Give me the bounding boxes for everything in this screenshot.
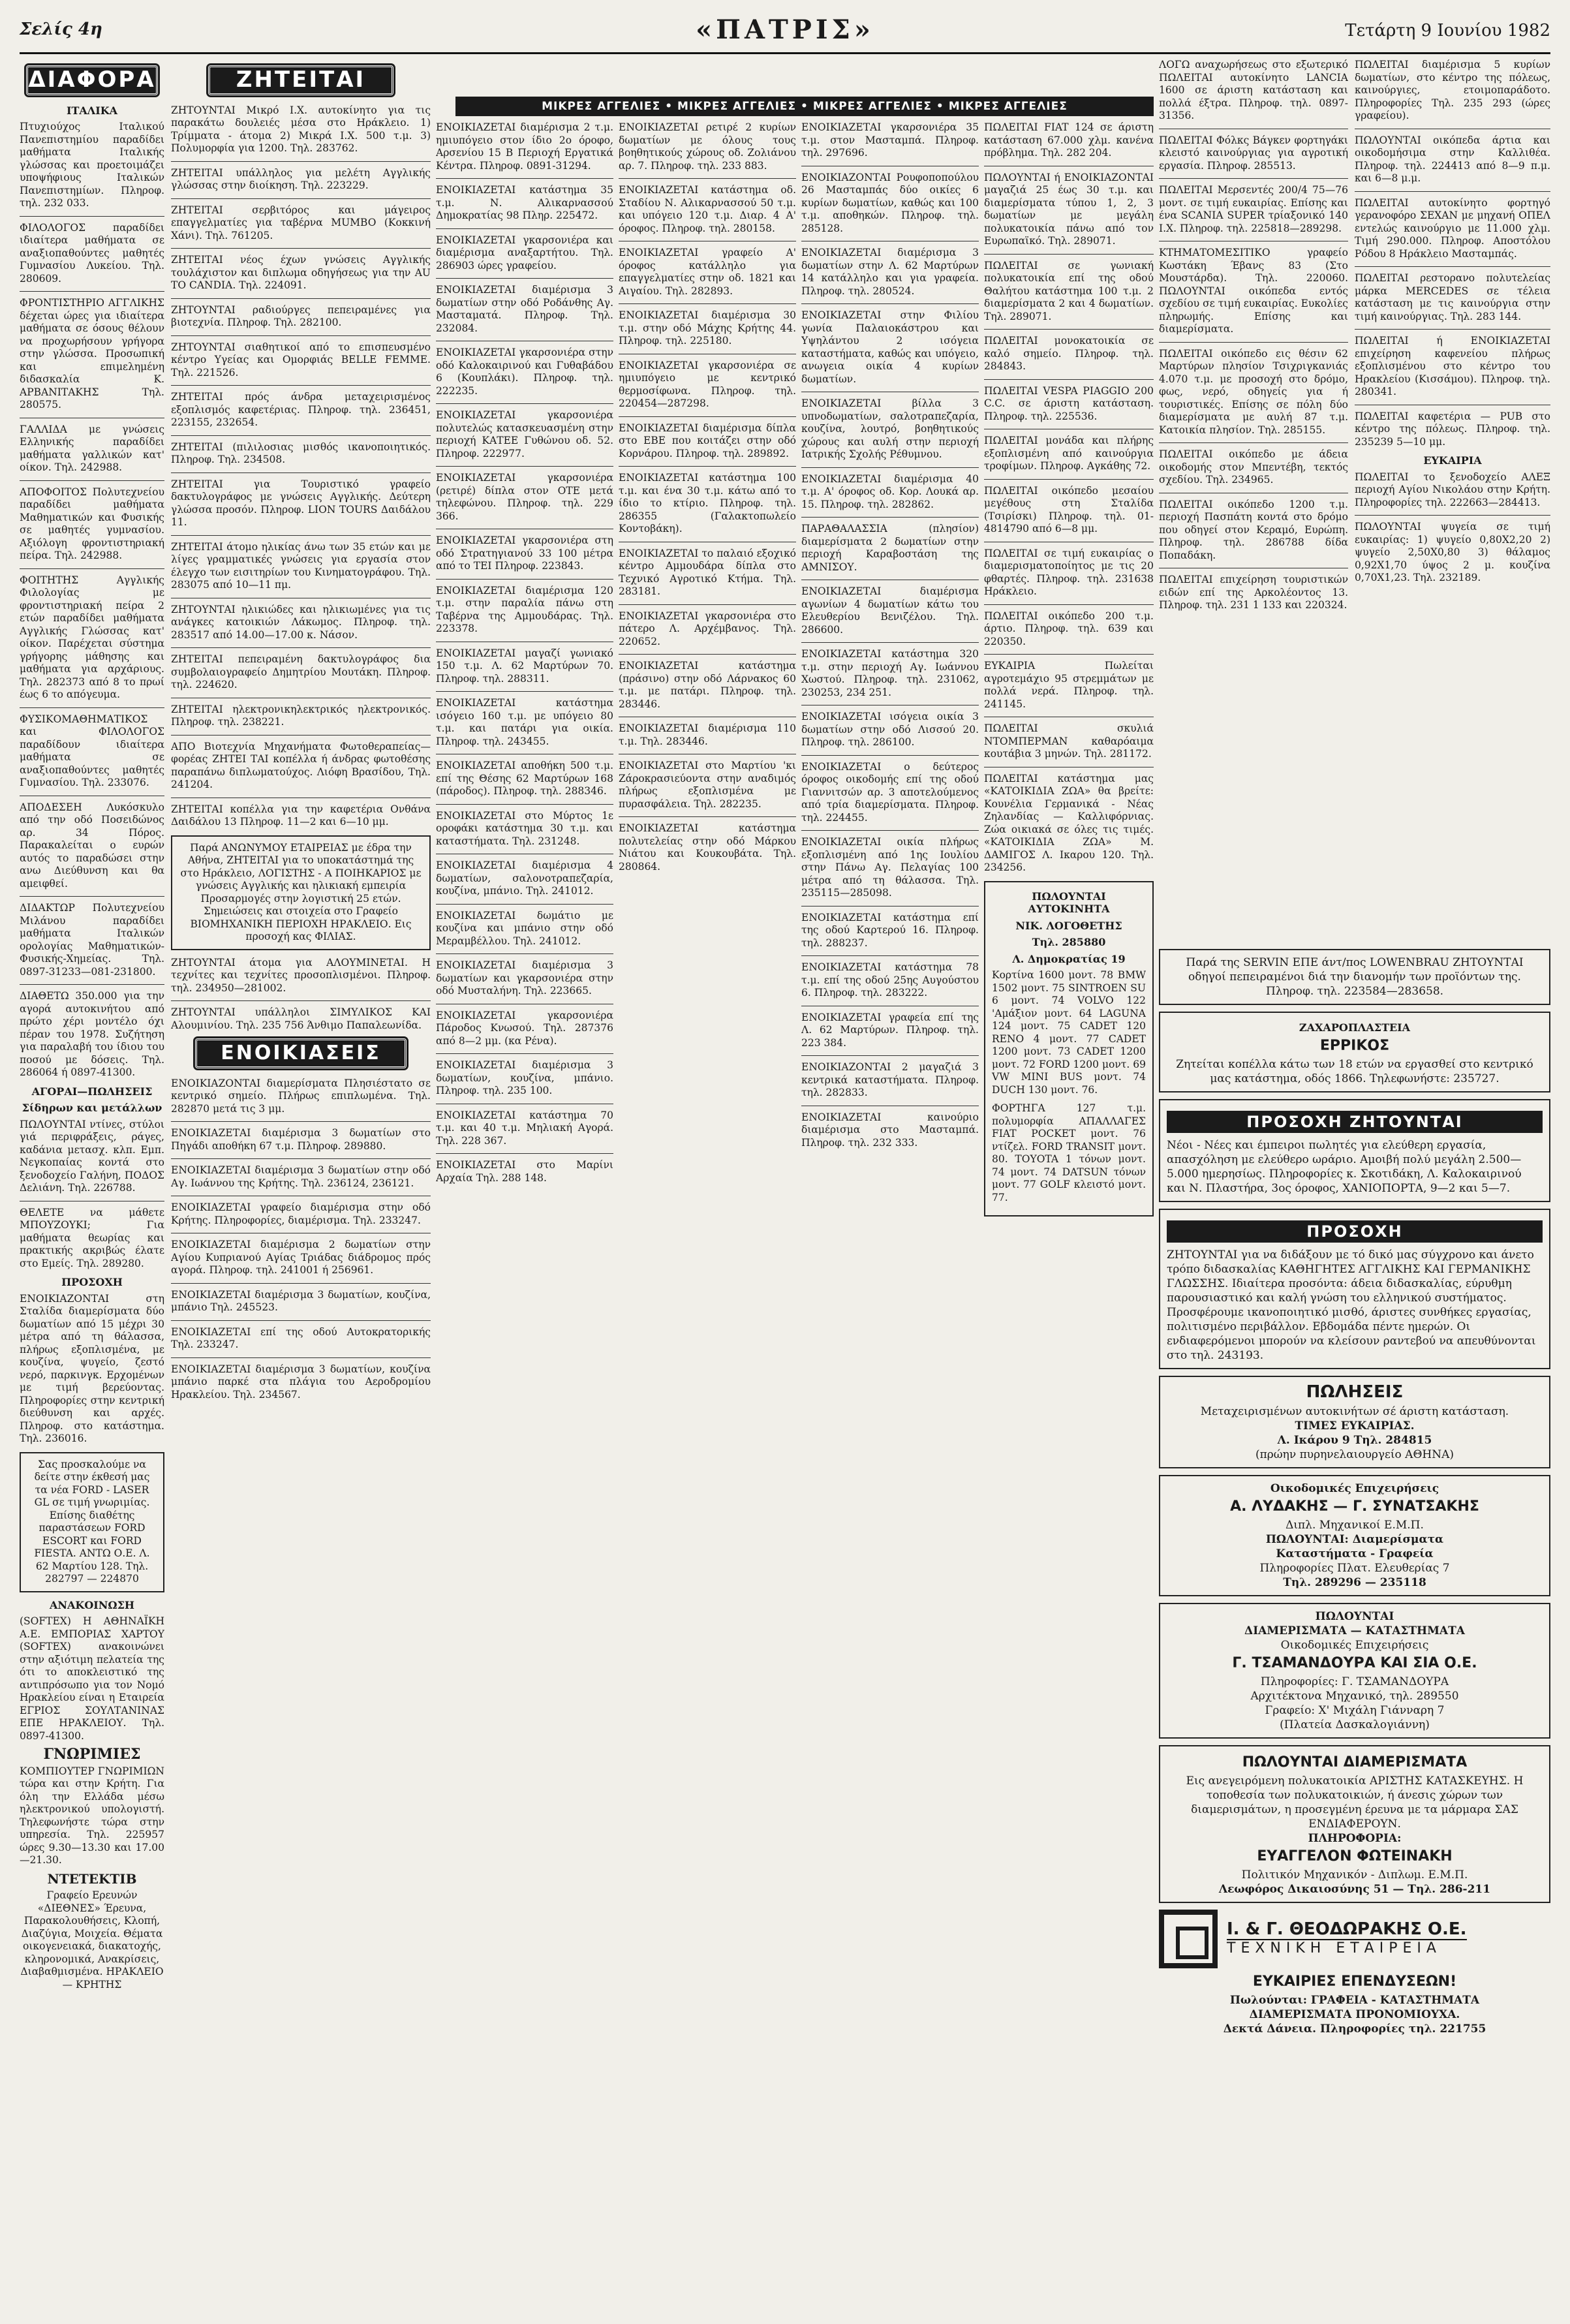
prosoxi-zitountai-heading: ΠΡΟΣΟΧΗ ΖΗΤΟΥΝΤΑΙ: [1167, 1111, 1543, 1133]
classified-ad: ΑΠΟ Βιοτεχνία Μηχανήματα Φωτοθεραπείας—φορέας ΖΗΤΕΙ ΤΑΙ κοπέλλα ή άνδρας φωτοθέσης παραπάνω διπλωματούχος. Λιόφη Βρασίδου, Τηλ. 241204.: [171, 740, 431, 790]
classified-ad: ΕΝΟΙΚΙΑΖΕΤΑΙ ρετιρέ 2 κυρίων δωματίων με όλους τους βοηθητικούς χώρους οδ. Ζολιάνου αρ. 7. Πληροφ. τηλ. 233 883.: [619, 121, 796, 172]
tsamandoura-subheading-2: Οικοδομικές Επιχειρήσεις: [1280, 1639, 1429, 1652]
prosoxi-zitountai-ad: [1159, 1099, 1550, 1202]
ford-ad-text: Σας προσκαλούμε να δείτε στην έκθεσή μας τα νέα FORD - LASER GL σε τιμή γνωριμίας. Επίσης διαθέτης παραστάσεων FORD ESCORT και FORD FIESTA. ΑΝΤΩ Ο.Ε. Λ. 62 Μαρτίου 128. Τηλ. 282797 — 224870: [34, 1458, 150, 1585]
foteinaki-ad: [1159, 1745, 1550, 1903]
classified-ad: ΘΕΛΕΤΕ να μάθετε ΜΠΟΥΖΟΥΚΙ; Για μαθήματα θεωρίας και πρακτικής ακριβώς έλατε στο Εμείς. Τηλ. 289280.: [20, 1206, 164, 1269]
classified-ad: ΕΝΟΙΚΙΑΖΟΝΤΑΙ διαμερίσματα Πλησιέστατο σε κεντρικό σημείο. Πλήρως επιπλωμένα. Τηλ. 282870 μετά τις 3 μμ.: [171, 1077, 431, 1115]
mikres-aggelies-banner: ΜΙΚΡΕΣ ΑΓΓΕΛΙΕΣ • ΜΙΚΡΕΣ ΑΓΓΕΛΙΕΣ • ΜΙΚΡΕΣ ΑΓΓΕΛΙΕΣ • ΜΙΚΡΕΣ ΑΓΓΕΛΙΕΣ: [455, 97, 1154, 116]
tsamandoura-name: Γ. ΤΣΑΜΑΝΔΟΥΡΑ ΚΑΙ ΣΙΑ Ο.Ε.: [1232, 1655, 1477, 1671]
classified-ad: ΕΝΟΙΚΙΑΖΕΤΑΙ διαμέρισμα 3 δωματίων, κουζίνα, μπάνιο Τηλ. 245523.: [171, 1288, 431, 1313]
classified-ad: ΠΩΛΕΙΤΑΙ σε γωνιακή πολυκατοικία επί της οδού Θαλήτου κατάστημα 100 τ.μ. 2 διαμερίσματα 2 και 4 δωματίων. Τηλ. 289071.: [984, 259, 1154, 322]
classified-ad: ΠΩΛΕΙΤΑΙ Μερσεντές 200/4 75—76 μοντ. σε τιμή ευκαιρίας. Επίσης και ένα SCANIA SUPER τρίαξονικό 140 Ι.Χ. Πληροφ. τηλ. 225818—289298.: [1159, 184, 1348, 234]
classified-ad: ΕΝΟΙΚΙΑΖΕΤΑΙ γκαρσονιέρα στην οδό Καλοκαιρινού και Γυθαβάδου 6 (Κουπλάκι). Πληροφ. τηλ. 222235.: [436, 347, 613, 397]
classified-ad: ΕΝΟΙΚΙΑΖΕΤΑΙ διαμέρισμα 3 δωματίων, κουζίνα, μπάνιο. Πληροφ. τηλ. 235 100.: [436, 1059, 613, 1096]
classified-ad: ΕΝΟΙΚΙΑΖΕΤΑΙ διαμέρισμα 3 δωματίων στην οδό Ροδάνθης Αγ. Μασταματά. Πληροφ. Τηλ. 232084.: [436, 284, 613, 334]
classified-ad: ΕΝΟΙΚΙΑΖΕΤΑΙ μαγαζί γωνιακό 150 τ.μ. Λ. 62 Μαρτύρων 70. Πληροφ. τηλ. 288311.: [436, 647, 613, 685]
newspaper-title: «ΠΑΤΡΙΣ»: [696, 14, 874, 45]
page-number: Σελίς 4η: [20, 20, 102, 39]
issue-date: Τετάρτη 9 Ιουνίου 1982: [1345, 21, 1550, 40]
car-dealer-address: Λ. Δημοκρατίας 19: [1012, 952, 1126, 965]
classified-ad: ΖΗΤΟΥΝΤΑΙ Μικρό Ι.Χ. αυτοκίνητο για τις παρακάτω δουλειές μέσα στο Ηράκλειο. 1) Τρίμματα - άτομα 2) Μικρά Ι.Χ. 500 τ.μ. 3) Πολυμορφία για 1200. Τηλ. 283762.: [171, 104, 431, 154]
car-dealer-name: ΝΙΚ. ΛΟΓΟΘΕΤΗΣ: [1015, 919, 1122, 932]
classified-ad: ΠΩΛΕΙΤΑΙ Φόλκς Βάγκεν φορτηγάκι κλειστό καινούργιας για αγροτική εργασία. Πληροφ. 285513.: [1159, 134, 1348, 172]
classified-ad: ΕΝΟΙΚΙΑΖΕΤΑΙ διαμέρισμα 40 τ.μ. Α' όροφος οδ. Κορ. Λουκά αρ. 15. Πληροφ. τηλ. 282862.: [801, 473, 979, 510]
classified-ad: ΖΗΤΕΙΤΑΙ νέος έχων γνώσεις Αγγλικής τουλάχιστον και διπλωμα οδηγήσεως για την AU ΤΟ CANDIA. Τηλ. 224091.: [171, 254, 431, 291]
car-dealer-box: [984, 881, 1154, 1217]
classified-ad: ΕΝΟΙΚΙΑΖΕΤΑΙ διαμέρισμα 110 τ.μ. Τηλ. 283446.: [619, 722, 796, 747]
classified-ad: ΔΙΑΘΕΤΩ 350.000 για την αγορά αυτοκινήτου από πρώτο χέρι μοντέλο όχι πέραν του 1978. Συζήτηση για παραλαβή του ίδιου του ποσού με δόσεις. Τηλ. 286064 ή 0897-41300.: [20, 990, 164, 1078]
tsamandoura-ad: [1159, 1603, 1550, 1739]
anonymous-company-ad-box: [171, 835, 431, 950]
classified-ad: ΕΝΟΙΚΙΑΖΕΤΑΙ στο Μαρίνι Αρχαία Τηλ. 288 148.: [436, 1159, 613, 1184]
classified-ad: ΕΝΟΙΚΙΑΖΕΤΑΙ κατάστημα ισόγειο 160 τ.μ. με υπόγειο 80 τ.μ. και πατάρι για οικία. Πληροφ. τηλ. 243455.: [436, 697, 613, 747]
classified-ad: ΕΝΟΙΚΙΑΖΕΤΑΙ διαμέρισμα 30 τ.μ. στην οδό Μάχης Κρήτης 44. Πληροφ. τηλ. 225180.: [619, 309, 796, 347]
classified-ad: ΕΝΟΙΚΙΑΖΕΤΑΙ αποθήκη 500 τ.μ. επί της Θέσης 62 Μαρτύρων 168 (πάροδος). Πληροφ. τηλ. 288346.: [436, 760, 613, 797]
theodorakis-line-1: ΕΥΚΑΙΡΙΕΣ ΕΠΕΝΔΥΣΕΩΝ!: [1252, 1974, 1457, 1990]
classified-ad: ΕΝΟΙΚΙΑΖΕΤΑΙ κατάστημα οδ. Σταδίου Ν. Αλικαρνασσού 50 τ.μ. και υπόγειο 120 τ.μ. Διαρ. 4 Α' όροφος. Πληροφ. τηλ. 280158.: [619, 184, 796, 234]
classified-ad: ΔΙΔΑΚΤΩΡ Πολυτεχνείου Μιλάνου παραδίδει μαθήματα Ιταλικών ορολογίας Μαθηματικών-Φυσικής-Χημείας. Τηλ. 0897-31233—081-231800.: [20, 902, 164, 978]
classified-ad: ΕΝΟΙΚΙΑΖΕΤΑΙ γραφείο Α' όροφος κατάλληλο για επαγγελματίες στην οδ. 1821 και Αιγαίου. Τηλ. 282893.: [619, 247, 796, 297]
classified-ad: ΕΝΟΙΚΙΑΖΕΤΑΙ γκαρσονιέρα (ρετιρέ) δίπλα στον ΟΤΕ μετά τηλεφώνου. Πληροφ. τηλ. 229 366.: [436, 472, 613, 522]
classified-ad: ΠΩΛΕΙΤΑΙ ή ΕΝΟΙΚΙΑΖΕΤΑΙ επιχείρηση καφενείου πλήρως εξοπλισμένου στο κέντρο του Ηρακλείου (Κισσάμου). Πληροφ. τηλ. 280341.: [1355, 335, 1550, 397]
lydakis-info: Πληροφορίες Πλατ. Ελευθερίας 7: [1259, 1562, 1450, 1575]
classified-ad: ΠΩΛΟΥΝΤΑΙ ψυγεία σε τιμή ευκαιρίας: 1) ψυγείο 0,80Χ2,20 2) ψυγείο 2,50Χ0,80 3) θάλαμος 0,92Χ1,70 ύψος 2 μ. κουζίνα 0,70Χ1,23. Τηλ. 232189.: [1355, 521, 1550, 583]
column-7a: [1159, 59, 1348, 940]
classified-ad: ΕΝΟΙΚΙΑΖΕΤΑΙ γκαρσονιέρα Πάροδος Κνωσού. Τηλ. 287376 από 8—2 μμ. (κα Ρένα).: [436, 1009, 613, 1047]
classified-ad: ΕΝΟΙΚΙΑΖΕΤΑΙ γκαρσονιέρα σε ημιυπόγειο με κεντρικό θερμοσίφωνα. Πληροφ. τηλ. 220454—287298.: [619, 359, 796, 409]
classified-ad: ΕΝΟΙΚΙΑΖΕΤΑΙ κατάστημα επί της οδού Καρτερού 16. Πληροφ. τηλ. 288237.: [801, 911, 979, 949]
classified-ad: ΕΝΟΙΚΙΑΖΕΤΑΙ γκαρσονιέρα στο πάτερο Λ. Αρχέμβανος. Τηλ. 220652.: [619, 610, 796, 647]
classified-ad: ΖΗΤΟΥΝΤΑΙ ραδιούργες πεπειραμένες για βιοτεχνία. Πληροφ. Τηλ. 282100.: [171, 303, 431, 328]
classified-ad: ΕΝΟΙΚΙΑΖΕΤΑΙ κατάστημα 320 τ.μ. στην περιοχή Αγ. Ιωάννου Χωστού. Πληροφ. τηλ. 231062, 230253, 234 251.: [801, 648, 979, 698]
classified-ad: ΠΩΛΕΙΤΑΙ FIAT 124 σε άριστη κατάσταση 67.000 χλμ. κανένα πρόβλημα. Τηλ. 282 204.: [984, 121, 1154, 159]
tsamandoura-info-2: Αρχιτέκτονα Μηχανικό, τηλ. 289550: [1250, 1690, 1459, 1703]
gnorimies-heading: ΓΝΩΡΙΜΙΕΣ: [43, 1746, 141, 1763]
classified-ad: ΕΝΟΙΚΙΑΖΕΤΑΙ διαμέρισμα 3 δωματίων, κουζίνα μπάνιο παρκέ στα πλάγια του Αεροδρομίου Ηρακλείου. Τηλ. 234567.: [171, 1363, 431, 1401]
classified-ad: (SOFTEX) Η ΑΘΗΝΑΪΚΗ Α.Ε. ΕΜΠΟΡΙΑΣ ΧΑΡΤΟΥ (SOFTEX) ανακοινώνει στην αξιότιμη πελατεία της ότι το αποκλειστικό της αντιπρόσωπο για τον Νομό Ηρακλείου είναι η Εταιρεία ΕΓΡΙΟΣ ΣΟΥΛΤΑΝΙΝΑΣ ΕΠΕ ΗΡΑΚΛΕΙΟΥ. Τηλ. 0897-41300.: [20, 1615, 164, 1742]
lydakis-ad: [1159, 1475, 1550, 1596]
classified-ad: ΕΝΟΙΚΙΑΖΕΤΑΙ κατάστημα (πράσινο) στην οδό Λάρνακος 60 τ.μ. με πατάρι. Πληροφ. τηλ. 283446.: [619, 660, 796, 710]
classified-ad: ΠΩΛΕΙΤΑΙ οικόπεδο εις θέσιν 62 Μαρτύρων πλησίον Τσιχριγκανιάς 4.070 τ.μ. με προσοχή στο δρόμο, φως, νερό, οδηγείς για ή τουριστικές. Επίσης σε πόλη δύο διαμερίσματα με αυλή 87 τ.μ. Κατοικία πλησίον. Τηλ. 285155.: [1159, 347, 1348, 436]
classified-ad: ΠΩΛΕΙΤΑΙ κατάστημα μας «ΚΑΤΟΙΚΙΔΙΑ ΖΩΑ» θα βρείτε: Κουνέλια Γερμανικά - Νέας Ζηλανδίας — Καλλιφόρνιας. Ζώα οικιακά σε όλες τις τιμές. «ΚΑΤΟΙΚΙΔΙΑ ΖΩΑ» Μ. ΔΑΜΙΓΟΣ Λ. Ικαρου 120. Τηλ. 234256.: [984, 772, 1154, 873]
tsamandoura-heading: ΠΩΛΟΥΝΤΑΙ: [1315, 1610, 1394, 1623]
zitountai-banner: ΖΗΤΕΙΤΑΙ: [208, 65, 394, 95]
lydakis-name: Α. ΛΥΔΑΚΗΣ — Γ. ΣΥΝΑΤΣΑΚΗΣ: [1230, 1498, 1479, 1515]
classified-ad: ΖΗΤΟΥΝΤΑΙ ηλικιώδες και ηλικιωμένες για τις ανάγκες κατοικιών Λάκωμος. Πληροφ. τηλ. 283517 από 14.00—17.00 κ. Νάσον.: [171, 603, 431, 641]
classified-ad: ΕΝΟΙΚΙΑΖΕΤΑΙ διαμέρισμα 3 δωματίων στο Πηγάδι αποθήκη 67 τ.μ. Πληροφ. 289880.: [171, 1127, 431, 1152]
servin-ad: [1159, 949, 1550, 1005]
classified-ad: ΕΝΟΙΚΙΑΖΕΤΑΙ διαμέρισμα 3 δωματίων στην οδό Αγ. Ιωάννου της Κρήτης. Τηλ. 236124, 236121.: [171, 1164, 431, 1189]
ford-ad-box: [20, 1452, 164, 1592]
theodorakis-logo-icon: [1159, 1910, 1218, 1968]
car-dealer-trucks: ΦΟΡΤΗΓΑ 127 τ.μ. πολυμορφία ΑΠΑΛΛΑΓΕΣ FIAT POCKET μοντ. 76 ντίζελ. FORD TRANSIT μοντ. 80. TOYOTA 1 τόνων μοντ. 74 μοντ. 74 DATSUN τόνων μοντ. 77 GOLF κλειστό μοντ. 77.: [992, 1102, 1146, 1203]
poliseis-subheading: Μεταχειρισμένων αυτοκινήτων σέ άριστη κατάσταση.: [1200, 1405, 1509, 1418]
errikos-text: Ζητείται κοπέλλα κάτω των 18 ετών να εργασθεί στο κεντρικό μας κατάστημα, οδός 1866. Τηλεφωνήστε: 235727.: [1176, 1058, 1533, 1085]
classified-ad: ΠΩΛΕΙΤΑΙ οικόπεδο μεσαίου μεγέθους στη Σταλίδα (Τσιρίσκι) Πληροφ. τηλ. 01-4814790 από 6—8 μμ.: [984, 484, 1154, 535]
classified-ad: ΠΩΛΕΙΤΑΙ σε τιμή ευκαιρίας ο διαμερισματοποίητος με τις 20 φθαρτές. Πληροφ. τηλ. 231638 Ηράκλειο.: [984, 547, 1154, 597]
prosoxi-teachers-text: ΖΗΤΟΥΝΤΑΙ για να διδάξουν με τό δικό μας σύγχρονο και άνετο τρόπο διδασκαλίας ΚΑΘΗΓΗΤΕΣ ΑΓΓΛΙΚΗΣ ΚΑΙ ΓΕΡΜΑΝΙΚΗΣ ΓΛΩΣΣΗΣ. Ιδιαίτερα προσόντα: άδεια διδασκαλίας, εύρυθμη παρουσιαστικό και καλή γνώση του ελληνικού συστήματος. Προσφέρουμε ικανοποιητικό μισθό, άριστες συνθήκες εργασίας, πολιτισμένο περιβάλλον. Εβδομάδα πέντε ημερών. Οι ενδιαφερόμενοι μπορούν να κλείσουν ραντεβού να απευθύνονται στο τηλ. 243193.: [1167, 1248, 1536, 1362]
classified-ad: ΕΥΚΑΙΡΙΑ Πωλείται αγροτεμάχιο 95 στρεμμάτων με πολλά νερά. Πληροφ. τηλ. 241145.: [984, 660, 1154, 710]
column-6: [984, 121, 1154, 2304]
column-1: [20, 59, 164, 2304]
classified-ad: ΕΝΟΙΚΙΑΖΕΤΑΙ βίλλα 3 υπνοδωματίων, σαλοτραπεζαρία, κουζίνα, λουτρό, βοηθητικούς χώρους και αυλή στην περιοχή Ιατρικής Σχολής Ρέθυμνου.: [801, 397, 979, 460]
classified-ad: ΦΙΛΟΛΟΓΟΣ παραδίδει ιδιαίτερα μαθήματα σε αναξιοπαθούντες μαθητές Γυμνασίου Λυκείου. Τηλ. 280609.: [20, 221, 164, 285]
classified-ad: ΠΩΛΕΙΤΑΙ οικόπεδο με άδεια οικοδομής στον Μπεντέβη, τεκτός σχεδίου. Τηλ. 234965.: [1159, 448, 1348, 486]
prosoxi-zitountai-text: Νέοι - Νέες και έμπειροι πωλητές για ελεύθερη εργασία, απασχόληση με ελεύθερο ωράριο. Αμοιβή πολύ μεγάλη 2.500—5.000 ημερησίως. Πληροφορίες κ. Σκοτιδάκη, Λ. Καλοκαιρινού και Ν. Πλαστήρα, 3ος όροφος, ΧΑΝΙΟΠΟΡΤΑ, 9—2 και 5—7.: [1167, 1139, 1522, 1195]
classified-ad: ΕΝΟΙΚΙΑΖΕΤΑΙ διαμέρισμα 2 δωματίων στην Αγίου Κυπριανού Αγίας Τριάδας διάδρομος πρός αγορά. Πληροφ. τηλ. 241001 ή 256961.: [171, 1239, 431, 1276]
classified-ad: ΖΗΤΟΥΝΤΑΙ υπάλληλοι ΣΙΜΥΛΙΚΟΣ ΚΑΙ Αλουμινίου. Τηλ. 235 756 Άνθιμο Παπαλεωνίδα.: [171, 1006, 431, 1031]
tsamandoura-info-3: Γραφείο: Χ' Μιχάλη Γιάνναρη 7: [1265, 1704, 1445, 1717]
theodorakis-name: Ι. & Γ. ΘΕΟΔΩΡΑΚΗΣ Ο.Ε.: [1227, 1919, 1467, 1939]
column-2: [171, 59, 431, 2304]
classified-ad: ΕΝΟΙΚΙΑΖΕΤΑΙ γκαρσονιέρα και διαμέρισμα αναξαρτήτου. Τηλ. 286903 ώρες γραφείου.: [436, 234, 613, 271]
car-dealer-heading: ΠΩΛΟΥΝΤΑΙ ΑΥΤΟΚΙΝΗΤΑ: [1028, 890, 1110, 915]
lydakis-heading: Οικοδομικές Επιχειρήσεις: [1270, 1482, 1439, 1495]
column-5: [801, 121, 979, 2304]
poliseis-ad: [1159, 1376, 1550, 1468]
classified-ad: ΖΗΤΕΙΤΑΙ άτομο ηλικίας άνω των 35 ετών και με λίγες γραμματικές γνώσεις για εργασία στον έλεγχο των εισιτηρίων του Κινηματογράφου. Τηλ. 283075 από 10—11 πμ.: [171, 540, 431, 591]
errikos-ad: [1159, 1012, 1550, 1092]
poliseis-address: Λ. Ικάρου 9 Τηλ. 284815: [1277, 1434, 1432, 1447]
errikos-name: ΕΡΡΙΚΟΣ: [1319, 1038, 1390, 1054]
column-3: [436, 121, 613, 2304]
classified-ad: ΕΝΟΙΚΙΑΖΕΤΑΙ διαμέρισμα δίπλα στο ΕΒΕ που κοιτάζει στην οδό Κορνάρου. Πληροφ. τηλ. 289892.: [619, 422, 796, 459]
classified-ad: ΕΝΟΙΚΙΑΖΕΤΑΙ το παλαιό εξοχικό κέντρο Αμμουδάρα δίπλα στο Τεχνικό Αγροτικό Κτήμα. Τηλ. 283181.: [619, 547, 796, 597]
classified-ad: ΖΗΤΕΙΤΑΙ κοπέλλα για την καφετέρια Ονθάνα Δαιδάλου 13 Πληροφ. 11—2 και 6—10 μμ.: [171, 803, 431, 828]
classified-ad: ΕΝΟΙΚΙΑΖΟΝΤΑΙ 2 μαγαζιά 3 κεντρικά καταστήματα. Πληροφ. τηλ. 282833.: [801, 1061, 979, 1098]
theodorakis-line-3: ΔΙΑΜΕΡΙΣΜΑΤΑ ΠΡΟΝΟΜΙΟΥΧΑ.: [1249, 2008, 1460, 2021]
classified-ad: ΓΑΛΛΙΔΑ με γνώσεις Ελληνικής παραδίδει μαθήματα γαλλικών κατ' οίκον. Τηλ. 242988.: [20, 423, 164, 473]
tsamandoura-subheading: ΔΙΑΜΕΡΙΣΜΑΤΑ — ΚΑΤΑΣΤΗΜΑΤΑ: [1244, 1624, 1465, 1637]
classified-ad: ΖΗΤΕΙΤΑΙ σερβιτόρος και μάγειρος επαγγελματίες για ταβέρνα MUMBO (Κοκκινή Χάνι). Τηλ. 761205.: [171, 204, 431, 241]
classified-ad: ΠΩΛΕΙΤΑΙ σκυλιά ΝΤΟΜΠΕΡΜΑΝ καθαρόαιμα κουτάβια 3 μηνών. Τηλ. 281172.: [984, 722, 1154, 760]
italika-heading: ΙΤΑΛΙΚΑ: [66, 104, 118, 117]
classified-ad: ΕΝΟΙΚΙΑΖΕΤΑΙ διαμέρισμα 3 δωματίων στην Λ. 62 Μαρτύρων 14 κατάλληλο και για γραφεία. Πληροφ. τηλ. 280524.: [801, 247, 979, 297]
classified-ad: ΦΡΟΝΤΙΣΤΗΡΙΟ ΑΓΓΛΙΚΗΣ δέχεται ώρες για ιδιαίτερα μαθήματα σε όσους θέλουν να προχωρήσουν γρήγορα στην γλώσσα. Προσωπική και επιμελημένη διδασκαλία Κ. ΑΡΒΑΝΙΤΑΚΗΣ Τηλ. 280575.: [20, 297, 164, 411]
classified-ad: ΖΗΤΕΙΤΑΙ (πιλιλοσιας μισθός ικανοποιητικός. Πληροφ. Τηλ. 234508.: [171, 441, 431, 465]
classified-ad: ΕΝΟΙΚΙΑΖΟΝΤΑΙ Ρουφοποπούλου 26 Μασταμπάς δύο οικίες 6 κυρίων δωματίων, καθώς και 100 τ.μ. αποθηκών. Πληροφ. τηλ. 285128.: [801, 171, 979, 234]
classified-ad: ΕΝΟΙΚΙΑΖΕΤΑΙ κατάστημα 100 τ.μ. και ένα 30 τ.μ. κάτω από το ίδιο το κτίριο. Πληροφ. τηλ. 286355 (Γαλακτοπωλείο Κοντοβάκη).: [619, 472, 796, 535]
theodorakis-line-4: Δεκτά Δάνεια. Πληροφορίες τηλ. 221755: [1223, 2022, 1486, 2036]
classified-ad: ΚΤΗΜΑΤΟΜΕΣΙΤΙΚΟ γραφείο Κωστάκη Έβανς 83 (Στο Μουστάρδα). Τηλ. 220060. ΠΩΛΟΥΝΤΑΙ οικόπεδα εντός σχεδίου σε τιμή ευκαιρίας. Ευκολίες πληρωμής. Επίσης και διαμερίσματα.: [1159, 247, 1348, 335]
poliseis-note: (πρώην πυρηνελαιουργείο ΑΘΗΝΑ): [1255, 1448, 1454, 1461]
classified-ad: ΖΗΤΟΥΝΤΑΙ άτομα για ΑΛΟΥΜΙΝΕΤΑΙ. Η τεχνίτες και τεχνίτες προσοπλισμένοι. Πληροφ. τηλ. 234950—281002.: [171, 956, 431, 994]
theodorakis-subheading: ΤΕΧΝΙΚΗ ΕΤΑΙΡΕΙΑ: [1227, 1939, 1467, 1956]
car-dealer-phone: Τηλ. 285880: [1032, 936, 1106, 948]
classified-ad: ΕΝΟΙΚΙΑΖΕΤΑΙ ο δεύτερος όροφος οικοδομής επί της οδού Γιαννιτσών αρ. 3 αποτελούμενος από τρία διαμερίσματα. Πληροφ. τηλ. 224455.: [801, 760, 979, 824]
classified-ad: ΠΩΛΕΙΤΑΙ ρεστορανο πολυτελείας μάρκα MERCEDES σε τέλεια κατάσταση με τις καινούργια στην τιμή καινούργιας. Τηλ. 283 144.: [1355, 272, 1550, 322]
classified-ad: ΕΝΟΙΚΙΑΖΕΤΑΙ δωμάτιο με κουζίνα και μπάνιο στην οδό Μεραμβέλλου. Τηλ. 241012.: [436, 909, 613, 947]
prosoxi-heading: ΠΡΟΣΟΧΗ: [61, 1276, 123, 1288]
tsamandoura-info-4: (Πλατεία Δασκαλογιάννη): [1280, 1718, 1430, 1731]
foteinaki-subheading: Πολιτικόν Μηχανικόν - Διπλωμ. Ε.Μ.Π.: [1241, 1868, 1468, 1882]
car-dealer-list: Κορτίνα 1600 μοντ. 78 BMW 1502 μοντ. 75 SINTROEN SU 6 μοντ. 74 VOLVO 122 'Αμάξιον μοντ. 64 LAGUNA 124 μοντ. 75 CADET 120 RENO 4 μοντ. 77 CADET 1200 μοντ. 73 CADET 1200 μοντ. 72 FORD 1200 μοντ. 69 VW MINI BUS μοντ. 74 DUCH 130 μοντ. 76.: [992, 969, 1146, 1096]
classified-ad: ΑΠΟΔΕΣΕΗ Λυκόσκυλο από την οδό Ποσειδώνος αρ. 34 Πόρος. Παρακαλείται ο ευρών αυτός το παραδώσει στην ανω Διεύθυνση και θα αμειφθεί.: [20, 801, 164, 890]
classified-ad: ΕΝΟΙΚΙΑΖΕΤΑΙ γκαρσονιέρα 35 τ.μ. στον Μασταμπά. Πληροφ. τηλ. 297696.: [801, 121, 979, 159]
column-7-display-ads: [1159, 942, 1550, 2304]
foteinaki-name: ΕΥΑΓΓΕΛΟΝ ΦΩΤΕΙΝΑΚΗ: [1257, 1848, 1453, 1865]
classified-ad: ΛΟΓΩ αναχωρήσεως στο εξωτερικό ΠΩΛΕΙΤΑΙ αυτοκίνητο LANCIA 1600 σε άριστη κατάσταση και πολλά έξτρα. Πληροφ. τηλ. 0897-31356.: [1159, 59, 1348, 121]
classified-ad: ΕΝΟΙΚΙΑΖΕΤΑΙ κατάστημα 78 τ.μ. επί της οδού 25ης Αυγούστου 6. Πληροφ. τηλ. 283222.: [801, 961, 979, 999]
classified-ad: ΕΝΟΙΚΙΑΖΕΤΑΙ οικία πλήρως εξοπλισμένη από 1ης Ιουλίου στην Πάνω Αγ. Πελαγίας 100 μέτρα από τη θάλασσα. Τηλ. 235115—285098.: [801, 836, 979, 899]
foteinaki-address: Λεωφόρος Δικαιοσύνης 51 — Τηλ. 286-211: [1218, 1883, 1491, 1896]
classified-ad: ΕΝΟΙΚΙΑΖΕΤΑΙ κατάστημα 70 τ.μ. και 40 τ.μ. Μηλιακή Αγορά. Τηλ. 228 367.: [436, 1109, 613, 1147]
classified-ad: ΠΩΛΕΙΤΑΙ μονοκατοικία σε καλό σημείο. Πληροφ. τηλ. 284843.: [984, 335, 1154, 372]
classified-ad: ΕΝΟΙΚΙΑΖΕΤΑΙ γραφείο διαμέρισμα στην οδό Κρήτης. Πληροφορίες, διαμέρισμα. Τηλ. 233247.: [171, 1201, 431, 1226]
classified-ad: ΕΝΟΙΚΙΑΖΕΤΑΙ γραφεία επί της Λ. 62 Μαρτύρων. Πληροφ. τηλ. 223 384.: [801, 1011, 979, 1049]
classified-ad: ΕΝΟΙΚΙΑΖΕΤΑΙ κατάστημα 35 τ.μ. Ν. Αλικαρνασσού Δημοκρατίας 98 Πληρ. 225472.: [436, 184, 613, 221]
classified-ad: ΠΩΛΟΥΝΤΑΙ ντίνες, στύλοι γιά περιφράξεις, ράγες, καδάνια μετασχ. κλπ. Εμπ. Νεγκοπαίας κοντά στο ξενοδοχείο Γαλήνη, ΠΟΔΟΣ Δελιάνη. Τηλ. 226788.: [20, 1118, 164, 1194]
masthead-rule: [20, 52, 1550, 54]
enoikiaseis-banner: ΕΝΟΙΚΙΑΣΕΙΣ: [195, 1038, 407, 1068]
classified-ad: ΖΗΤΟΥΝΤΑΙ σιαθητικοί από το επισπευσμένο κέντρο Υγείας και Ομορφιάς BELLE FEMME. Τηλ. 221526.: [171, 341, 431, 379]
classified-ad: Γραφείο Ερευνών «ΔΙΕΘΝΕΣ» Έρευνα, Παρακολουθήσεις, Κλοπή, Διαζύγια, Μοιχεία. Θέματα οικογενειακά, διακατοχής, κληρονομικά, Ανακρίσεις, Διαβαθμισμένα. ΗΡΑΚΛΕΙΟ — ΚΡΗΤΗΣ: [20, 1889, 164, 1991]
errikos-heading: ΖΑΧΑΡΟΠΛΑΣΤΕΙΑ: [1299, 1021, 1411, 1034]
classified-ad: ΠΩΛΕΙΤΑΙ μονάδα και πλήρης εξοπλισμένη από καινούργια τροφίμων. Πληροφ. Αγκάθης 72.: [984, 435, 1154, 472]
lydakis-sell-2: Καταστήματα - Γραφεία: [1276, 1547, 1434, 1560]
diafora-banner: ΔΙΑΦΟΡΑ: [26, 65, 157, 95]
classified-ad: ΠΩΛΕΙΤΑΙ οικόπεδο 200 τ.μ. άρτιο. Πληροφ. τηλ. 639 και 220350.: [984, 610, 1154, 647]
classified-ad: ΠΩΛΟΥΝΤΑΙ ή ΕΝΟΙΚΙΑΖΟΝΤΑΙ μαγαζιά 25 έως 30 τ.μ. και διαμερίσματα τύπου 1, 2, 3 δωματίων με μεγάλη πολυκατοικία πάνω από τον Ευρωπαϊκό. Τηλ. 289071.: [984, 171, 1154, 247]
classified-ad: ΕΝΟΙΚΙΑΖΕΤΑΙ διαμέρισμα 120 τ.μ. στην παραλία πάνω στη Ταβέρνα της Αμμουδάρας. Τηλ. 223378.: [436, 584, 613, 634]
classified-ad: ΖΗΤΕΙΤΑΙ για Τουριστικό γραφείο δακτυλογράφος με γνώσεις Αγγλικής. Δεύτερη γλώσσα προσόν. Πληροφ. LION TOURS Δαιδάλου 11.: [171, 478, 431, 528]
agores-subheading: Σίδηρων και μετάλλων: [22, 1102, 162, 1114]
classified-ad: ΠΩΛΕΙΤΑΙ VESPA PIAGGIO 200 C.C. σε άριστη κατάσταση. Πληροφ. τηλ. 225536.: [984, 384, 1154, 422]
classified-ad: ΠΩΛΟΥΝΤΑΙ οικόπεδα άρτια και οικοδομήσιμα στην Καλλιθέα. Πληροφ. τηλ. 224413 από 8—9 π.μ. και 6—8 μ.μ.: [1355, 134, 1550, 184]
lydakis-phone: Τηλ. 289296 — 235118: [1283, 1576, 1426, 1589]
classified-ad: ΕΝΟΙΚΙΑΖΕΤΑΙ διαμέρισμα 3 δωματίων και γκαρσονιέρα στην οδό Μυσταλήνη. Τηλ. 223665.: [436, 959, 613, 997]
classified-ad: ΑΠΟΦΟΙΤΟΣ Πολυτεχνείου παραδίδει μαθήματα Μαθηματικών και Φυσικής σε μαθητές γυμνασίου. Αξιόλογη φροντιστηριακή πείρα. Τηλ. 242988.: [20, 486, 164, 561]
agores-heading: ΑΓΟΡΑΙ—ΠΩΛΗΣΕΙΣ: [31, 1085, 153, 1098]
classified-ad: Πτυχιούχος Ιταλικού Πανεπιστημίου παραδίδει μαθήματα Ιταλικής γλώσσας και προετοιμάζει υποψήφιους Ιταλικών Πανεπιστημίων. Πληροφ. τηλ. 232 033.: [20, 121, 164, 209]
servin-ad-text: Παρά της SERVIN ΕΠΕ άντ/πος LOWENBRAU ΖΗΤΟΥΝΤΑΙ οδηγοί πεπειραμένοι διά την διανομήν των προϊόντων της. Πληροφ. τηλ. 223584—283658.: [1186, 956, 1524, 998]
anonymous-company-ad-text: Παρά ΑΝΩΝΥΜΟΥ ΕΤΑΙΡΕΙΑΣ με έδρα την Αθήνα, ΖΗΤΕΙΤΑΙ για το υποκατάστημά της στο Ηράκλειο, ΛΟΓΙΣΤΗΣ - Α ΠΟΙΗΚΑΡΙΟΣ με γνώσεις Αγγλικής και ηλικιακή εμπειρία Προσαρμογές στην λογιστική 25 ετών. Σημειώσεις και στοιχεία στο Γραφείο ΒΙΟΜΗΧΑΝΙΚΗ ΠΕΡΙΟΧΗ ΗΡΑΚΛΕΙΟ. Εις προσοχή κας ΦΙΛΙΑΣ.: [180, 841, 422, 942]
classified-ad: ΠΑΡΑΘΑΛΑΣΣΙΑ (πλησίον) διαμερίσματα 2 δωματίων στην περιοχή Καραβοστάση της ΑΜΝΙΣΟΥ.: [801, 523, 979, 573]
poliseis-price: ΤΙΜΕΣ ΕΥΚΑΙΡΙΑΣ.: [1295, 1419, 1415, 1433]
classified-ad: ΕΝΟΙΚΙΑΖΕΤΑΙ γκαρσονιέρα πολυτελώς κατασκευασμένη στην περιοχή ΚΑΤΕΕ Γυθώνου οδ. 52. Πληροφ. 222977.: [436, 409, 613, 459]
classified-ad: ΕΝΟΙΚΙΑΖΕΤΑΙ στο Μύρτος 1ε οροφάκι κατάστημα 30 τ.μ. και καταστήματα. Τηλ. 231248.: [436, 809, 613, 847]
tsamandoura-info: Πληροφορίες: Γ. ΤΣΑΜΑΝΔΟΥΡΑ: [1260, 1675, 1449, 1688]
classified-ad: ΕΝΟΙΚΙΑΖΕΤΑΙ στο Μαρτίου 'κι Ζάροκρασιεύοντα στην αναδιμός πλήρως εξοπλισμένα με πυρασφάλεια. Τηλ. 282235.: [619, 760, 796, 810]
classified-ad: ΠΩΛΕΙΤΑΙ διαμέρισμα 5 κυρίων δωματίων, στο κέντρο της πόλεως, καινούργιες, ετοιμοπαράδοτο. Πληροφορίες Τηλ. 235 293 (ώρες γραφείου).: [1355, 59, 1550, 121]
prosoxi-teachers-ad: [1159, 1209, 1550, 1369]
classified-ad: ΕΝΟΙΚΙΑΖΕΤΑΙ διαμέρισμα 2 τ.μ. ημιυπόγειο στον ίδιο 2ο όροφο, Αρσενίου 15 Β Περιοχή Εργατικά Κέντρα. Πληροφ. 0891-31294.: [436, 121, 613, 172]
classified-ad: ΖΗΤΕΙΤΑΙ πρός άνδρα μεταχειρισμένος εξοπλισμός καφετέριας. Πληροφ. τηλ. 236451, 223155, 232654.: [171, 391, 431, 428]
nteketiv-heading: ΝΤΕΤΕΚΤΙΒ: [47, 1870, 137, 1887]
foteinaki-heading: ΠΩΛΟΥΝΤΑΙ ΔΙΑΜΕΡΙΣΜΑΤΑ: [1242, 1754, 1468, 1771]
classified-ad: ΕΝΟΙΚΙΑΖΟΝΤΑΙ στη Σταλίδα διαμερίσματα δύο δωματίων από 15 μέχρι 30 μέτρα από τη θάλασσα, πλήρως εξοπλισμένα, με κουζίνα, ψυγείο, ζεστό νερό, παρκινγκ. Ερχομένων με τιμή βερεύοντας. Πληροφορίες στην κεντρική διεύθυνση και αρχές. Πληροφ. στο κατάστημα. Τηλ. 236016.: [20, 1292, 164, 1444]
classified-ad: ΕΝΟΙΚΙΑΖΕΤΑΙ επί της οδού Αυτοκρατορικής Τηλ. 233247.: [171, 1325, 431, 1350]
classified-ad: ΕΝΟΙΚΙΑΖΕΤΑΙ διαμέρισμα 4 δωματίων, σαλονοτραπεζαρία, κουζίνα, μπάνιο. Τηλ. 241012.: [436, 860, 613, 897]
column-4: [619, 121, 796, 2304]
column-7b: [1355, 59, 1550, 940]
theodorakis-line-2: Πωλούνται: ΓΡΑΦΕΙΑ - ΚΑΤΑΣΤΗΜΑΤΑ: [1229, 1994, 1480, 2007]
softex-heading: ΑΝΑΚΟΙΝΩΣΗ: [49, 1598, 135, 1611]
classified-ad: ΕΝΟΙΚΙΑΖΕΤΑΙ ισόγεια οικία 3 δωματίων στην οδό Λισσού 20. Πληροφ. τηλ. 286100.: [801, 711, 979, 748]
lydakis-subheading: Διπλ. Μηχανικοί Ε.Μ.Π.: [1285, 1519, 1424, 1532]
classified-ad: ΕΝΟΙΚΙΑΖΕΤΑΙ κατάστημα πολυτελείας στην οδό Μάρκου Νιάτου και Κουκουβάτα. Τηλ. 280864.: [619, 822, 796, 873]
classified-ad: ΚΟΜΠΙΟΥΤΕΡ ΓΝΩΡΙΜΙΩΝ τώρα και στην Κρήτη. Για όλη την Ελλάδα μέσω ηλεκτρονικού υπολογιστή. Τηλεφωνήστε τώρα στην υπηρεσία. Τηλ. 225957 ώρες 9.30—13.30 και 17.00—21.30.: [20, 1765, 164, 1866]
poliseis-heading: ΠΩΛΗΣΕΙΣ: [1306, 1382, 1404, 1402]
foteinaki-text: Εις ανεγειρόμενη πολυκατοικία ΑΡΙΣΤΗΣ ΚΑΤΑΣΚΕΥΗΣ. Η τοποθεσία των πολυκατοικιών, ή άνεσις χώρων των διαμερισμάτων, η προσεγμένη έρευνα με τα μάρμαρα ΣΑΣ ΕΝΔΙΑΦΕΡΟΥΝ.: [1186, 1774, 1524, 1831]
classified-ad: ΠΩΛΕΙΤΑΙ επιχείρηση τουριστικών ειδών επί της Αρκολέοντος 13. Πληροφ. τηλ. 231 1 133 και 220324.: [1159, 574, 1348, 611]
classified-ad: ΦΟΙΤΗΤΗΣ Αγγλικής Φιλολογίας με φροντιστηριακή πείρα 2 ετών παραδίδει μαθήματα Αγγλικής Γλώσσας κατ' οίκον. Παρέχεται σύστημα γρήγορης μάθησης και μαθήματα για αρχάριους. Τηλ. 282373 από 8 το πρωί έως 6 το απόγευμα.: [20, 574, 164, 700]
prosoxi-teachers-heading: ΠΡΟΣΟΧΗ: [1167, 1220, 1543, 1243]
lydakis-sell: ΠΩΛΟΥΝΤΑΙ: Διαμερίσματα: [1265, 1533, 1444, 1546]
foteinaki-info-label: ΠΛΗΡΟΦΟΡΙΑ:: [1308, 1832, 1402, 1845]
classified-ad: ΕΝΟΙΚΙΑΖΕΤΑΙ καινούριο διαμέρισμα στο Μασταμπά. Πληροφ. τηλ. 232 333.: [801, 1111, 979, 1149]
classified-ad: ΠΩΛΕΙΤΑΙ καφετέρια — PUB στο κέντρο της πόλεως. Πληροφ. τηλ. 235239 5—10 μμ.: [1355, 410, 1550, 448]
masthead: [20, 12, 1550, 51]
eukairia-heading: ΕΥΚΑΙΡΙΑ: [1423, 454, 1482, 467]
classified-ad: ΖΗΤΕΙΤΑΙ υπάλληλος για μελέτη Αγγλικής γλώσσας στην διοίκηση. Τηλ. 223229.: [171, 166, 431, 191]
classified-ad: ΕΝΟΙΚΙΑΖΕΤΑΙ διαμέρισμα αγωνίων 4 δωματίων κάτω του Ελευθερίου Βενιζέλου. Τηλ. 286600.: [801, 585, 979, 636]
classified-ad: ΖΗΤΕΙΤΑΙ πεπειραμένη δακτυλογράφος δια συμβολαιογραφείο Δημητρίου Μουτάκη. Πληροφ. τηλ. 224620.: [171, 653, 431, 690]
theodorakis-logo-row: [1159, 1910, 1550, 1968]
classified-ad: ΖΗΤΕΙΤΑΙ ηλεκτρονικηλεκτρικός ηλεκτρονικός. Πληροφ. τηλ. 238221.: [171, 703, 431, 728]
theodorakis-ad: [1159, 1910, 1550, 2036]
classified-ad: ΕΝΟΙΚΙΑΖΕΤΑΙ γκαρσονιέρα στη οδό Στρατηγιανού 33 100 μέτρα από το ΤΕΙ Πληροφ. 223843.: [436, 535, 613, 572]
classified-ad: ΠΩΛΕΙΤΑΙ οικόπεδο 1200 τ.μ. περιοχή Πασπάτη κοντά στο δρόμο που οδηγεί στον Κεραμό, Ευρώπη. Πληροφ. τηλ. 286788 δίδα Ποπαδάκη.: [1159, 498, 1348, 561]
classified-ad: ΕΝΟΙΚΙΑΖΕΤΑΙ στην Φιλίου γωνία Παλαιοκάστρου και Υψηλάντου 2 ισόγεια καταστήματα, καθώς και υπόγειο, ανωγεια οικία 4 κυρίων δωματίων.: [801, 309, 979, 385]
classified-ad: ΠΩΛΕΙΤΑΙ το ξενοδοχείο ΑΛΕΞ περιοχή Αγίου Νικολάου στην Κρήτη. Πληροφορίες τηλ. 222663—284413.: [1355, 471, 1550, 508]
classified-ad: ΦΥΣΙΚΟΜΑΘΗΜΑΤΙΚΟΣ και ΦΙΛΟΛΟΓΟΣ παραδίδουν ιδιαίτερα μαθήματα σε αναξιοπαθούντες μαθητές Γυμνασίου. Τηλ. 233076.: [20, 713, 164, 788]
classified-ad: ΠΩΛΕΙΤΑΙ αυτοκίνητο φορτηγό γερανοφόρο ΣΕΧΑΝ με μηχανή ΟΠΕΛ εντελώς καινούργιο με 11.000 χλμ. Τιμή 290.000. Πληροφ. Αποστόλου Ρόδου 8 Ηράκλειο Μασταμπάς.: [1355, 196, 1550, 260]
